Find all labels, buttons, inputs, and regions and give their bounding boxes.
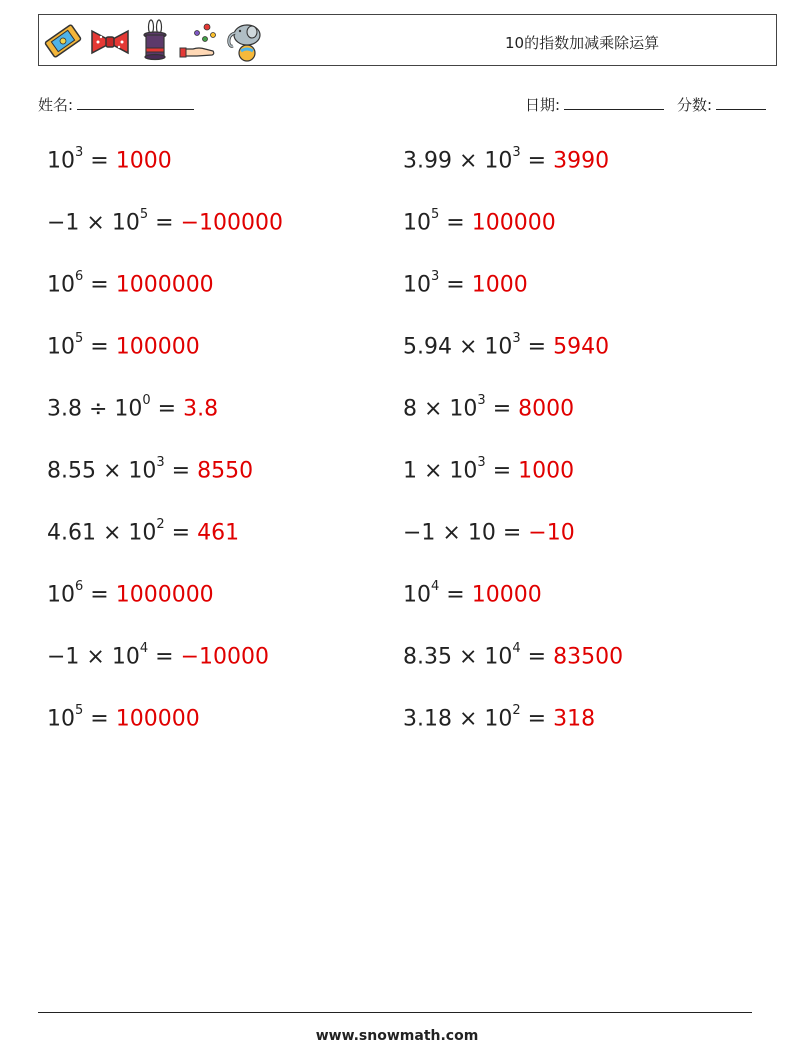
problem-item: [47, 641, 269, 670]
problem-answer: 8550: [197, 458, 254, 484]
name-label: 姓名:: [38, 96, 74, 114]
problem-base: 8.55 × 10: [47, 458, 157, 484]
problem-answer: 8000: [518, 396, 575, 422]
problem-base: 10: [403, 210, 431, 236]
circus-elephant-icon: [225, 19, 265, 63]
problem-answer: 1000: [115, 148, 172, 174]
magic-hat-icon: [137, 19, 173, 63]
header-icons: [43, 19, 265, 63]
problem-base: 3.18 × 10: [403, 706, 513, 732]
problem-exponent: 5: [431, 207, 440, 222]
problem-exponent: 3: [512, 145, 521, 160]
problem-equals: =: [520, 334, 554, 360]
problem-base: 8.35 × 10: [403, 644, 513, 670]
problem-base: 10: [47, 272, 75, 298]
problem-equals: =: [164, 458, 198, 484]
problem-item: [403, 331, 610, 360]
problem-item: [403, 641, 624, 670]
problem-equals: =: [439, 210, 472, 236]
problem-exponent: 0: [142, 393, 151, 408]
problem-item: [403, 145, 610, 174]
problem-exponent: 5: [75, 331, 84, 346]
problem-equals: =: [520, 644, 554, 670]
date-field: [525, 94, 664, 115]
problem-base: 3.99 × 10: [403, 148, 513, 174]
problem-base: −1 × 10: [47, 210, 140, 236]
score-field: [677, 94, 766, 115]
problem-answer: −10000: [180, 644, 269, 670]
problem-answer: 3.8: [183, 396, 219, 422]
problem-item: [47, 517, 240, 546]
problem-exponent: 6: [75, 269, 84, 284]
problem-item: [47, 207, 283, 236]
problem-base: −1 × 10: [403, 520, 496, 546]
problem-answer: 100000: [115, 334, 200, 360]
problem-item: [403, 207, 556, 236]
problem-exponent: 3: [431, 269, 440, 284]
problem-item: [47, 145, 172, 174]
problem-equals: =: [148, 644, 181, 670]
problem-equals: =: [439, 582, 472, 608]
problem-exponent: 4: [512, 641, 521, 656]
problem-item: [403, 455, 575, 484]
problem-exponent: 3: [477, 393, 486, 408]
worksheet-title: 10的指数加减乘除运算: [505, 34, 660, 52]
problem-answer: 100000: [471, 210, 556, 236]
ticket-icon: [43, 21, 83, 61]
problem-equals: =: [164, 520, 198, 546]
problem-equals: =: [83, 706, 116, 732]
problem-base: 3.8 ÷ 10: [47, 396, 143, 422]
problem-base: 5.94 × 10: [403, 334, 513, 360]
problem-equals: =: [83, 582, 116, 608]
problem-base: 1 × 10: [403, 458, 478, 484]
problem-answer: −10: [528, 520, 575, 546]
problem-base: 10: [47, 582, 75, 608]
problem-exponent: 3: [75, 145, 84, 160]
problem-exponent: 3: [156, 455, 165, 470]
footer-divider: [38, 1012, 752, 1013]
problem-equals: =: [485, 396, 519, 422]
problem-equals: =: [495, 520, 529, 546]
problem-base: 10: [403, 582, 431, 608]
problem-base: −1 × 10: [47, 644, 140, 670]
problem-equals: =: [485, 458, 519, 484]
name-field: [38, 94, 194, 115]
problem-item: [47, 331, 200, 360]
problem-item: [403, 579, 542, 608]
problem-answer: 5940: [553, 334, 610, 360]
problem-item: [47, 455, 254, 484]
problem-answer: 1000000: [115, 582, 214, 608]
problem-answer: 1000: [471, 272, 528, 298]
problem-base: 8 × 10: [403, 396, 478, 422]
problem-exponent: 5: [75, 703, 84, 718]
problem-base: 10: [47, 148, 75, 174]
problem-equals: =: [520, 706, 554, 732]
problem-base: 10: [47, 706, 75, 732]
problem-item: [403, 269, 528, 298]
problem-exponent: 4: [139, 641, 149, 656]
problem-item: [403, 703, 596, 732]
problem-base: 10: [403, 272, 431, 298]
problem-exponent: 3: [477, 455, 486, 470]
date-label: 日期:: [525, 96, 561, 114]
problem-exponent: 2: [512, 703, 521, 718]
problem-answer: 10000: [471, 582, 542, 608]
problem-item: [47, 579, 214, 608]
footer-url: www.snowmath.com: [315, 1028, 479, 1044]
bowtie-icon: [89, 21, 131, 61]
juggling-hand-icon: [179, 21, 219, 61]
problem-equals: =: [439, 272, 472, 298]
problem-exponent: 4: [431, 579, 440, 594]
problem-answer: 1000000: [115, 272, 214, 298]
problem-item: [47, 269, 214, 298]
worksheet-header: [38, 14, 777, 66]
problem-item: [47, 703, 200, 732]
problem-answer: 83500: [553, 644, 624, 670]
problem-exponent: 5: [139, 207, 149, 222]
score-label: 分数:: [677, 96, 713, 114]
problem-answer: 1000: [518, 458, 575, 484]
date-line: [564, 95, 664, 110]
problem-exponent: 3: [512, 331, 521, 346]
problem-item: [403, 393, 575, 422]
problem-equals: =: [83, 272, 116, 298]
name-line: [77, 95, 194, 110]
score-line: [716, 95, 766, 110]
problem-answer: 100000: [115, 706, 200, 732]
problem-exponent: 6: [75, 579, 84, 594]
problem-base: 10: [47, 334, 75, 360]
problem-equals: =: [148, 210, 181, 236]
problem-equals: =: [150, 396, 184, 422]
problem-base: 4.61 × 10: [47, 520, 157, 546]
problem-answer: 3990: [553, 148, 610, 174]
problem-equals: =: [83, 148, 116, 174]
problem-answer: 461: [197, 520, 240, 546]
problem-answer: 318: [553, 706, 596, 732]
problem-equals: =: [83, 334, 116, 360]
problem-item: [47, 393, 219, 422]
problem-item: [403, 520, 575, 545]
problem-answer: −100000: [180, 210, 283, 236]
problem-exponent: 2: [156, 517, 165, 532]
problem-equals: =: [520, 148, 554, 174]
